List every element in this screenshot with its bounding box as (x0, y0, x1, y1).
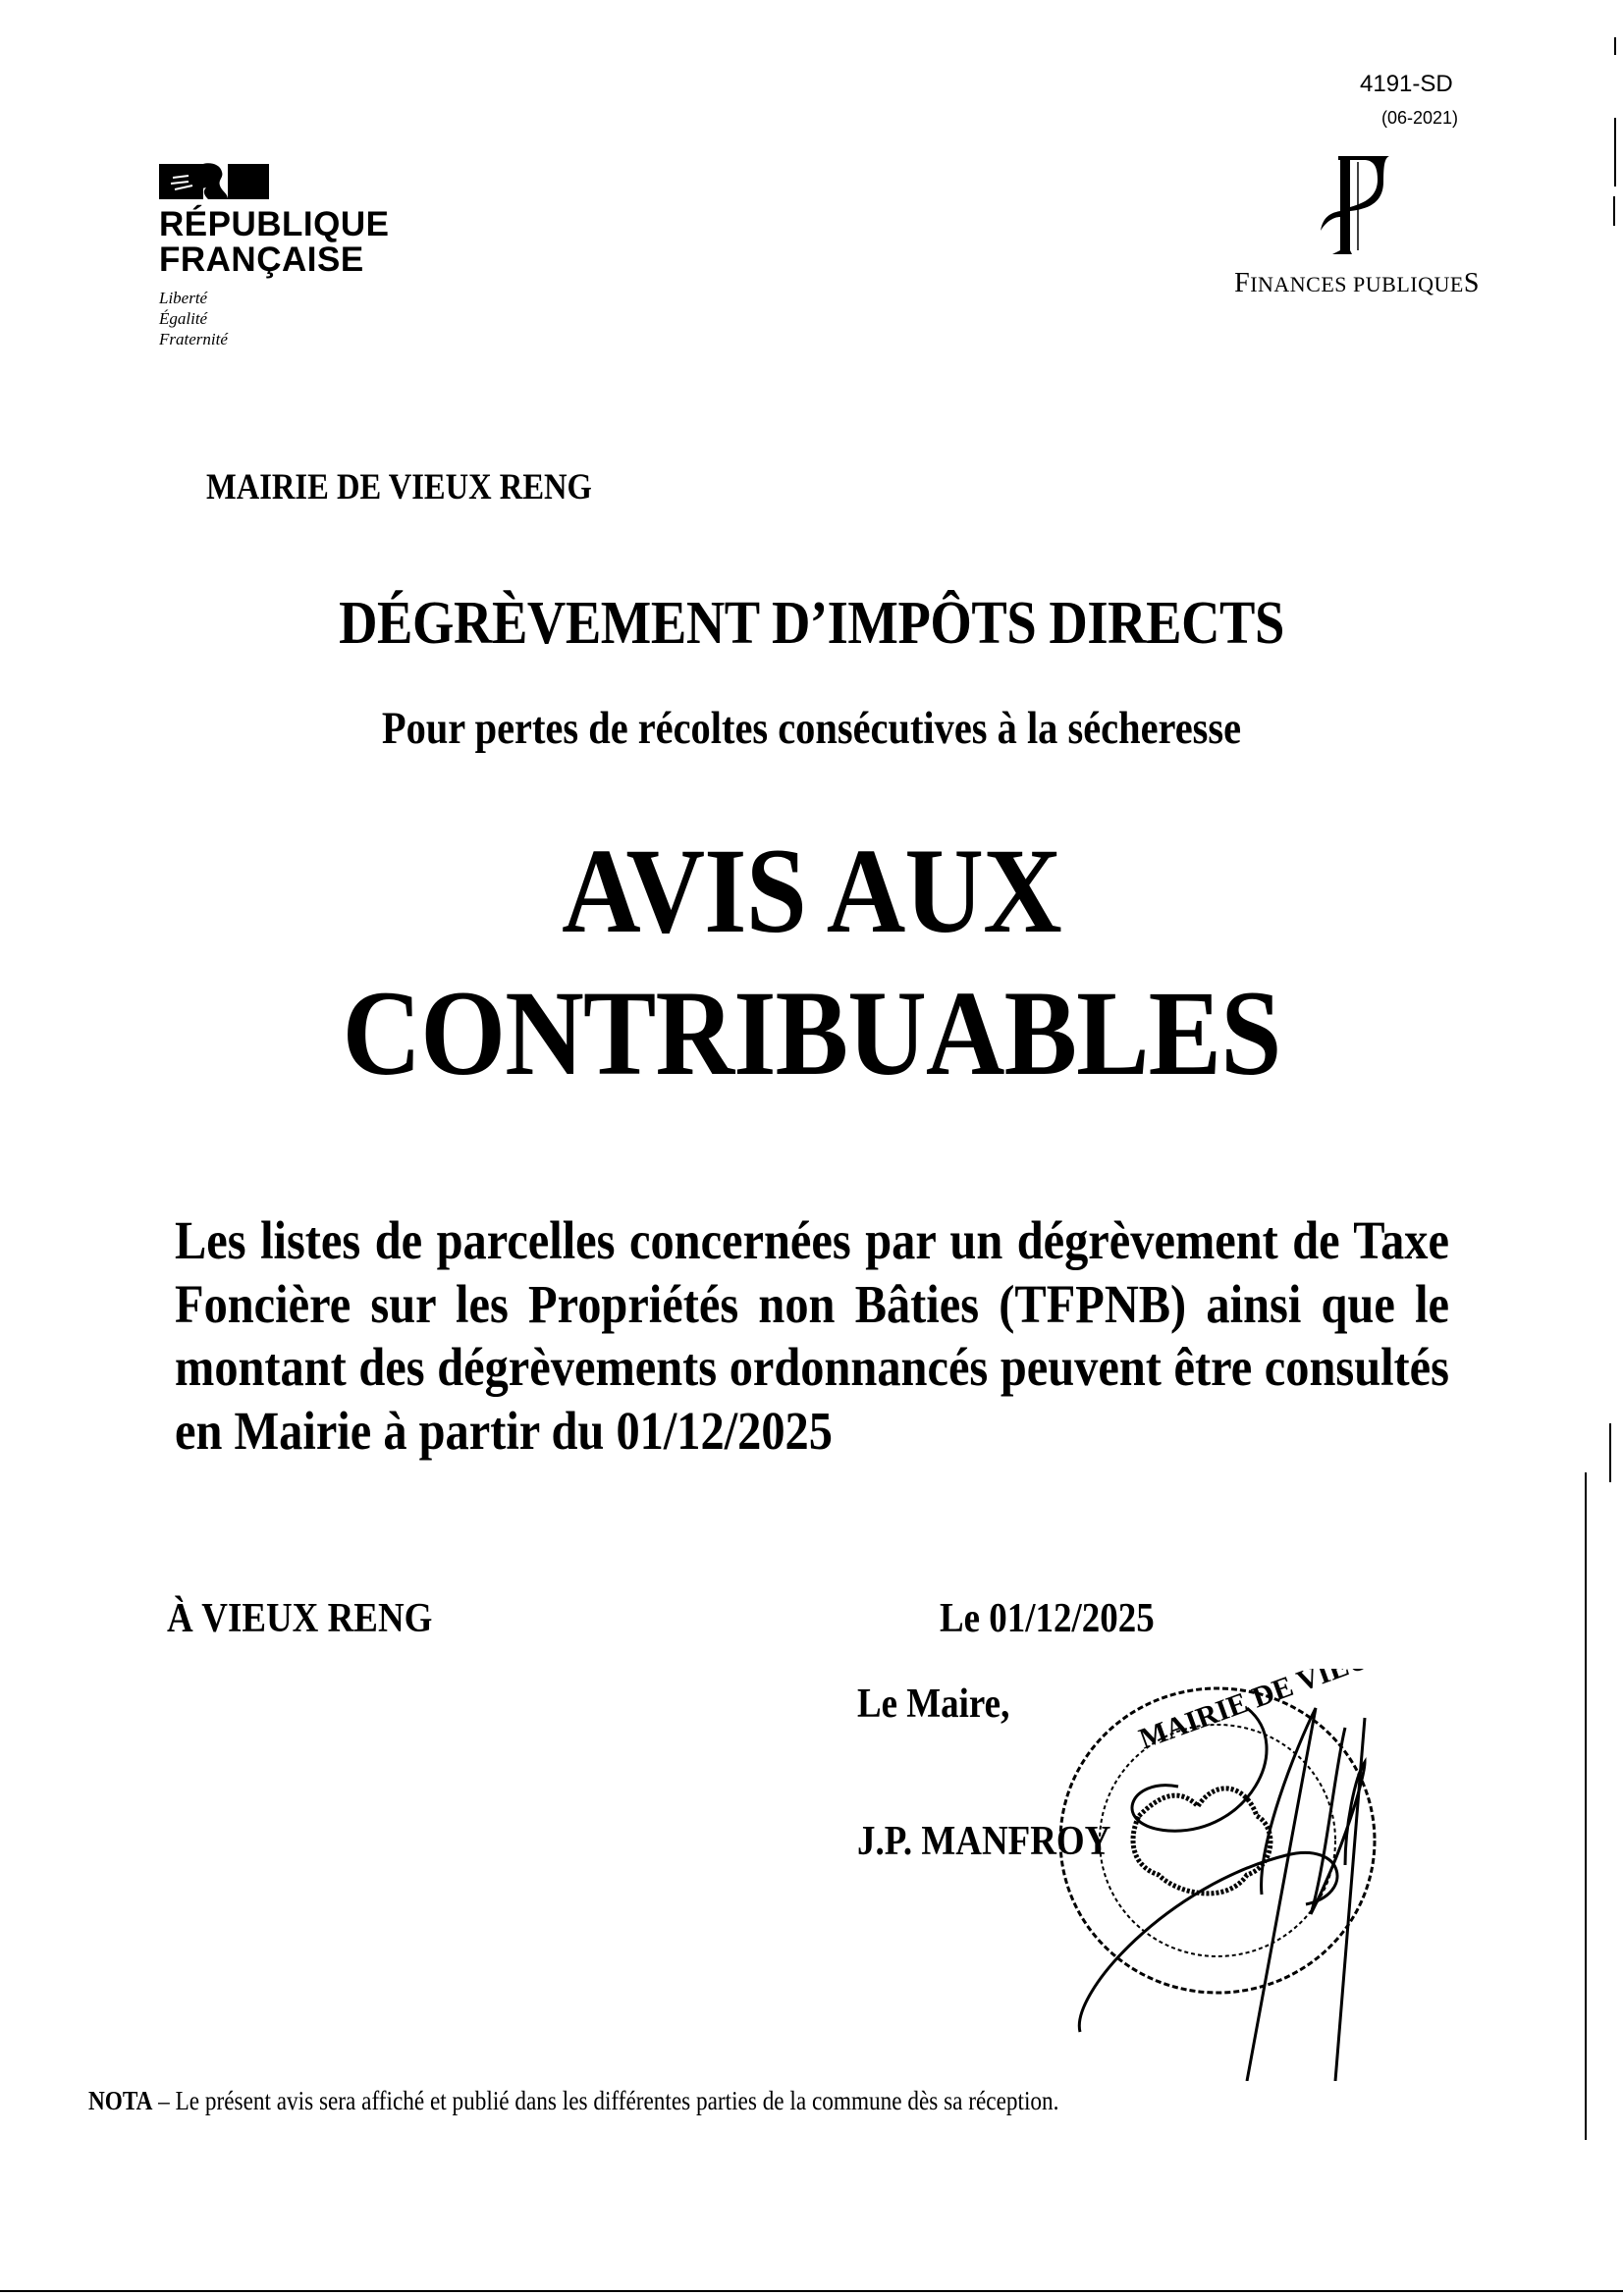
form-code: 4191-SD (1360, 71, 1453, 97)
svg-text:MAIRIE DE VIEUX: MAIRIE DE VIEUX (1134, 1669, 1393, 1756)
republique-motto: Liberté Égalité Fraternité (159, 289, 228, 348)
signatory-name: J.P. MANFROY (857, 1819, 1111, 1864)
scan-mark (1613, 196, 1615, 226)
date-line: Le 01/12/2025 (940, 1596, 1155, 1641)
nota-footnote: NOTA – Le présent avis sera affiché et publié dans les différentes parties de la commune dès sa réception. (88, 2086, 1059, 2115)
marianne-icon (159, 162, 269, 199)
finances-publiques-logo (1190, 152, 1524, 299)
scan-mark (1609, 1423, 1611, 1482)
form-version-date: (06-2021) (1381, 108, 1459, 128)
official-stamp-and-signature (1051, 1669, 1424, 2086)
finances-publiques-name: FINANCES PUBLIQUES (1234, 268, 1480, 298)
fp-monogram-icon (1313, 152, 1401, 260)
signatory-title: Le Maire, (857, 1682, 1010, 1727)
scan-mark (1614, 37, 1616, 55)
issuer-name: MAIRIE DE VIEUX RENG (206, 467, 592, 507)
scan-edge-bottom (0, 2290, 1623, 2292)
stamp-icon (1060, 1669, 1393, 1993)
notice-body: Les listes de parcelles concernées par un dégrèvement de Taxe Foncière sur les Propriétés non Bâties (TFPNB) ainsi que le montant des dégrèvements ordonnancés peuvent être consultés en Mairie à partir du 01/12/2025 (175, 1210, 1449, 1461)
republique-francaise-logo (159, 162, 389, 349)
main-heading: DÉGRÈVEMENT D’IMPÔTS DIRECTS (339, 590, 1284, 657)
scan-mark (1614, 118, 1616, 187)
sub-heading: Pour pertes de récoltes consécutives à la sécheresse (381, 703, 1242, 754)
notice-title: AVIS AUX CONTRIBUABLES (342, 824, 1281, 1100)
scan-edge-right (1585, 1472, 1587, 2140)
republique-francaise-name: RÉPUBLIQUE FRANÇAISE (159, 205, 390, 279)
place-line: À VIEUX RENG (167, 1596, 433, 1641)
